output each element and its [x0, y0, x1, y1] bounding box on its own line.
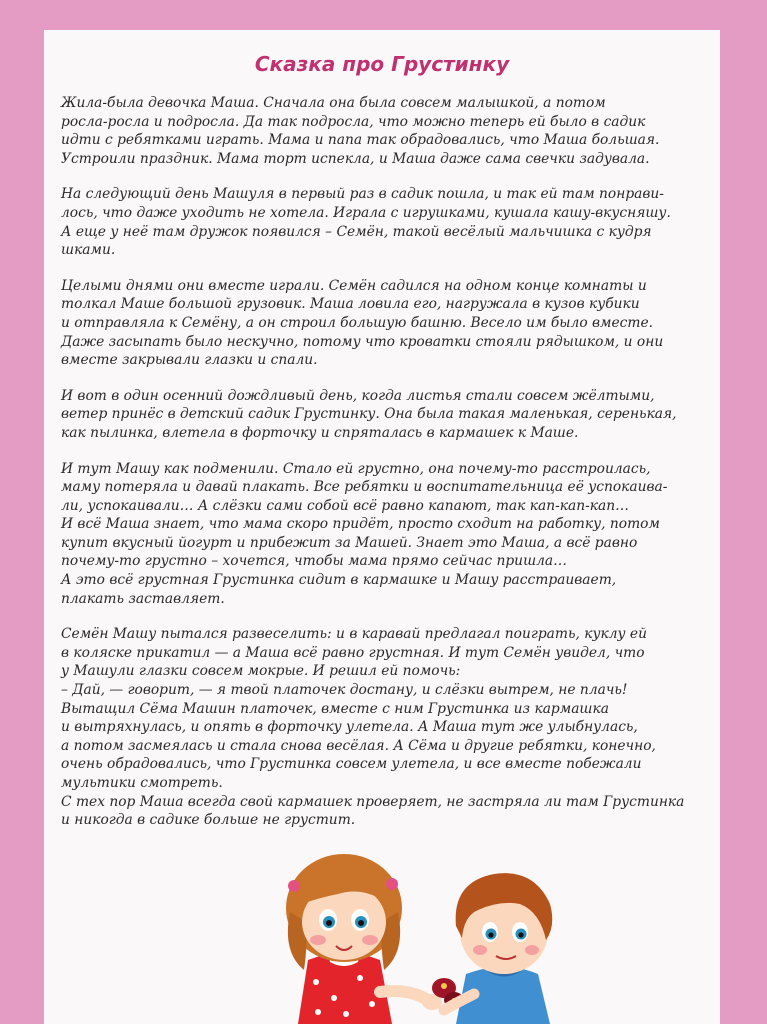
- text-line: ветер принёс в детский садик Грустинку. Она была такая маленькая, серенькая,: [61, 406, 677, 423]
- story-paragraph: [61, 94, 726, 168]
- text-line: плакать заставляет.: [61, 590, 225, 607]
- story-paragraph: [61, 460, 726, 609]
- text-line: С тех пор Маша всегда свой кармашек проверяет, не застряла ли там Грустинка: [61, 793, 685, 810]
- text-line: Целыми днями они вместе играли. Семён садился на одном конце комнаты и: [61, 277, 647, 294]
- text-line: мультики смотреть.: [61, 775, 223, 791]
- text-line: в коляске прикатил — а Маша всё равно грустная. И тут Семён увидел, что: [61, 644, 645, 661]
- page-title: Сказка про Грустинку: [254, 52, 510, 76]
- boy-figure: [444, 873, 552, 1024]
- text-line: Семён Машу пытался развеселить: и в каравай предлагал поиграть, куклу ей: [61, 626, 647, 643]
- story-paragraph: [61, 277, 726, 370]
- text-line: очень обрадовались, что Грустинка совсем улетела, и все вместе побежали: [61, 756, 642, 773]
- text-line: И тут Машу как подменили. Стало ей грустно, она почему-то расстроилась,: [61, 460, 651, 477]
- text-line: и никогда в садике больше не грустит.: [61, 812, 356, 829]
- text-line: и отправляла к Семёну, а он строил большую башню. Весело им было вместе.: [61, 314, 654, 331]
- text-line: у Машули глазки совсем мокрые. И решил ей помочь:: [61, 663, 461, 680]
- text-line: А еще у неё там дружок появился – Семён, такой весёлый мальчишка с кудря: [61, 223, 652, 240]
- story-paragraph: [61, 387, 726, 443]
- text-line: купит вкусный йогурт и прибежит за Машей. Знает это Маша, а всё равно: [61, 534, 638, 551]
- text-line: И вот в один осенний дождливый день, когда листья стали совсем жёлтыми,: [61, 387, 655, 404]
- page-sheet: [44, 30, 720, 1024]
- text-line: шками.: [61, 242, 116, 259]
- text-line: Вытащил Сёма Машин платочек, вместе с ним Грустинка из кармашка: [61, 700, 609, 717]
- text-line: почему-то грустно – хочется, чтобы мама прямо сейчас пришла…: [61, 553, 567, 570]
- text-line: и вытряхнулась, и опять в форточку улетела. А Маша тут же улыбнулась,: [61, 719, 638, 736]
- text-line: Устроили праздник. Мама торт испекла, и Маша даже сама свечки задувала.: [61, 150, 650, 167]
- text-line: И всё Маша знает, что мама скоро придёт, просто сходит на работку, потом: [61, 516, 660, 533]
- text-line: А это всё грустная Грустинка сидит в кармашке и Машу расстраивает,: [61, 572, 617, 589]
- text-line: лось, что даже уходить не хотела. Играла с игрушками, кушала кашу-вкусняшу.: [61, 204, 671, 221]
- text-line: Даже засыпать было нескучно, потому что кроватки стояли рядышком, и они: [61, 333, 664, 350]
- text-line: ли, успокаивали… А слёзки сами собой всё равно капают, так кап-кап-кап…: [61, 497, 629, 514]
- story-paragraph: [61, 185, 726, 259]
- text-line: – Дай, — говорит, — я твой платочек достану, и слёзки вытрем, не плачь!: [61, 682, 628, 699]
- text-line: толкал Маше большой грузовик. Маша ловила его, нагружала в кузов кубики: [61, 296, 640, 313]
- children-illustration: [268, 842, 568, 1024]
- girl-figure: [286, 854, 442, 1024]
- text-line: Жила-была девочка Маша. Сначала она была совсем малышкой, а потом: [61, 95, 606, 111]
- text-line: как пылинка, влетела в форточку и спряталась в кармашек к Маше.: [61, 424, 579, 441]
- story-paragraph: [61, 625, 726, 830]
- text-line: а потом засмеялась и стала снова весёлая. А Сёма и другие ребятки, конечно,: [61, 737, 656, 754]
- text-line: вместе закрывали глазки и спали.: [61, 352, 318, 369]
- text-line: идти с ребятками играть. Мама и папа так обрадовались, что Маша большая.: [61, 132, 660, 149]
- text-line: росла-росла и подросла. Да так подросла, что можно теперь ей было в садик: [61, 113, 646, 130]
- text-line: На следующий день Машуля в первый раз в садик пошла, и так ей там понрави-: [61, 186, 664, 203]
- story-text: [61, 94, 726, 847]
- text-line: маму потеряла и давай плакать. Все ребятки и воспитательница её успокаива-: [61, 479, 668, 496]
